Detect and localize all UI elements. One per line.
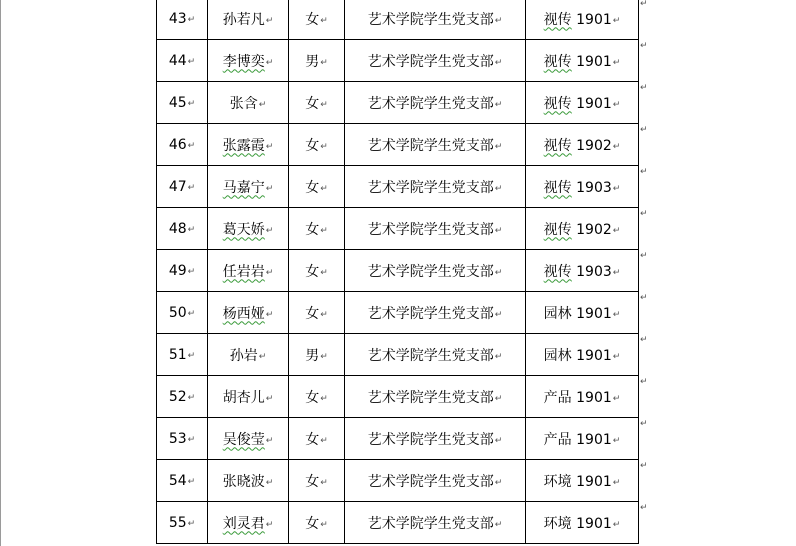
cell-end-mark: ↵: [265, 477, 274, 488]
cell-text: 男: [305, 347, 320, 364]
cell-text: 55: [168, 514, 187, 531]
cell-text: 1901: [576, 53, 612, 70]
cell-text: 45: [168, 94, 187, 111]
cell-end-mark: ↵: [612, 435, 621, 446]
cell-text: 艺术学院学生党支部: [367, 263, 494, 280]
table-row: [157, 82, 639, 124]
cell-name: [208, 250, 289, 292]
cell-class: [526, 0, 639, 40]
row-end-mark: ↵: [640, 0, 648, 9]
cell-end-mark: ↵: [265, 141, 274, 152]
cell-end-mark: ↵: [494, 57, 503, 68]
cell-class: [526, 376, 639, 418]
cell-end-mark: ↵: [187, 140, 196, 151]
cell-gender: [289, 334, 345, 376]
cell-end-mark: ↵: [494, 15, 503, 26]
cell-class: [526, 502, 639, 544]
cell-name: [208, 124, 289, 166]
cell-end-mark: ↵: [258, 99, 267, 110]
cell-text: 52: [168, 388, 187, 405]
cell-end-mark: ↵: [187, 350, 196, 361]
table-row: [157, 166, 639, 208]
cell-class: [526, 292, 639, 334]
cell-number: [157, 292, 208, 334]
cell-end-mark: ↵: [494, 183, 503, 194]
cell-text: 胡杏儿: [222, 389, 265, 406]
cell-gender: [289, 250, 345, 292]
cell-number: [157, 0, 208, 40]
row-end-mark: ↵: [640, 167, 648, 177]
cell-text: 刘灵君: [222, 515, 265, 532]
cell-text: 女: [305, 137, 320, 154]
cell-text: 1902: [576, 221, 612, 238]
cell-end-mark: ↵: [187, 392, 196, 403]
cell-text: 女: [305, 263, 320, 280]
cell-text: 艺术学院学生党支部: [367, 179, 494, 196]
cell-text: 47: [168, 178, 187, 195]
cell-text: 艺术学院学生党支部: [367, 137, 494, 154]
page-left-edge: [0, 0, 1, 546]
cell-gender: [289, 40, 345, 82]
cell-text: 女: [305, 11, 320, 28]
row-end-mark: ↵: [640, 377, 648, 387]
cell-class: [526, 208, 639, 250]
cell-end-mark: ↵: [320, 99, 328, 110]
cell-end-mark: ↵: [612, 393, 621, 404]
cell-number: [157, 40, 208, 82]
cell-branch: [345, 166, 526, 208]
cell-gender: [289, 166, 345, 208]
member-table: [156, 0, 639, 544]
cell-text: 1901: [576, 431, 612, 448]
cell-text: 艺术学院学生党支部: [367, 473, 494, 490]
cell-text: 1901: [576, 305, 612, 322]
cell-end-mark: ↵: [494, 393, 503, 404]
cell-gender: [289, 292, 345, 334]
cell-class: [526, 418, 639, 460]
cell-gender: [289, 82, 345, 124]
cell-text: 艺术学院学生党支部: [367, 221, 494, 238]
cell-number: [157, 250, 208, 292]
cell-text: 49: [168, 262, 187, 279]
cell-name: [208, 376, 289, 418]
cell-branch: [345, 334, 526, 376]
cell-text: 产品: [543, 389, 572, 406]
table-row: [157, 334, 639, 376]
cell-text: 张含: [229, 95, 258, 112]
cell-end-mark: ↵: [612, 141, 621, 152]
cell-branch: [345, 376, 526, 418]
cell-text: 孙岩: [229, 347, 258, 364]
cell-branch: [345, 418, 526, 460]
cell-number: [157, 82, 208, 124]
cell-branch: [345, 40, 526, 82]
cell-end-mark: ↵: [320, 351, 328, 362]
cell-text: 51: [168, 346, 187, 363]
cell-end-mark: ↵: [187, 434, 196, 445]
cell-text: 女: [305, 221, 320, 238]
row-end-mark: ↵: [640, 293, 648, 303]
cell-end-mark: ↵: [187, 518, 196, 529]
cell-end-mark: ↵: [320, 15, 328, 26]
table-row: [157, 292, 639, 334]
cell-gender: [289, 124, 345, 166]
row-end-mark: ↵: [640, 209, 648, 219]
table-row: [157, 376, 639, 418]
cell-end-mark: ↵: [320, 141, 328, 152]
cell-branch: [345, 250, 526, 292]
cell-end-mark: ↵: [320, 267, 328, 278]
cell-end-mark: ↵: [320, 393, 328, 404]
cell-end-mark: ↵: [612, 477, 621, 488]
cell-text: 视传: [543, 221, 572, 238]
cell-end-mark: ↵: [265, 435, 274, 446]
cell-text: 48: [168, 220, 187, 237]
cell-text: 1901: [576, 389, 612, 406]
cell-branch: [345, 82, 526, 124]
cell-gender: [289, 460, 345, 502]
cell-gender: [289, 418, 345, 460]
cell-text: 张露霞: [222, 137, 265, 154]
cell-text: 园林: [543, 347, 572, 364]
cell-name: [208, 208, 289, 250]
cell-text: 44: [168, 52, 187, 69]
cell-text: 女: [305, 179, 320, 196]
cell-end-mark: ↵: [612, 351, 621, 362]
cell-text: 视传: [543, 263, 572, 280]
cell-text: 马嘉宁: [222, 179, 265, 196]
cell-end-mark: ↵: [494, 141, 503, 152]
cell-text: 1901: [576, 95, 612, 112]
cell-text: 环境: [543, 515, 572, 532]
cell-end-mark: ↵: [320, 435, 328, 446]
table-row: [157, 502, 639, 544]
cell-end-mark: ↵: [494, 309, 503, 320]
cell-name: [208, 166, 289, 208]
table-row: [157, 0, 639, 40]
cell-name: [208, 460, 289, 502]
cell-text: 艺术学院学生党支部: [367, 431, 494, 448]
cell-end-mark: ↵: [187, 266, 196, 277]
cell-end-mark: ↵: [320, 309, 328, 320]
cell-text: 环境: [543, 473, 572, 490]
cell-text: 女: [305, 95, 320, 112]
cell-number: [157, 334, 208, 376]
cell-end-mark: ↵: [187, 98, 196, 109]
cell-branch: [345, 208, 526, 250]
cell-number: [157, 376, 208, 418]
cell-text: 张晓波: [222, 473, 265, 490]
cell-class: [526, 124, 639, 166]
cell-end-mark: ↵: [320, 57, 328, 68]
cell-branch: [345, 124, 526, 166]
cell-text: 女: [305, 431, 320, 448]
cell-end-mark: ↵: [187, 56, 196, 67]
cell-text: 产品: [543, 431, 572, 448]
cell-text: 园林: [543, 305, 572, 322]
cell-branch: [345, 460, 526, 502]
table-row: [157, 124, 639, 166]
cell-end-mark: ↵: [320, 225, 328, 236]
row-end-mark: ↵: [640, 41, 648, 51]
cell-text: 艺术学院学生党支部: [367, 53, 494, 70]
row-end-mark: ↵: [640, 251, 648, 261]
cell-end-mark: ↵: [494, 99, 503, 110]
cell-text: 吴俊莹: [222, 431, 265, 448]
cell-text: 43: [168, 10, 187, 27]
cell-end-mark: ↵: [187, 182, 196, 193]
cell-gender: [289, 376, 345, 418]
cell-text: 男: [305, 53, 320, 70]
cell-end-mark: ↵: [494, 351, 503, 362]
row-end-mark: ↵: [640, 83, 648, 93]
cell-gender: [289, 502, 345, 544]
cell-name: [208, 82, 289, 124]
cell-number: [157, 418, 208, 460]
cell-text: 女: [305, 473, 320, 490]
row-end-mark: ↵: [640, 461, 648, 471]
cell-end-mark: ↵: [258, 351, 267, 362]
cell-end-mark: ↵: [494, 435, 503, 446]
cell-end-mark: ↵: [612, 15, 621, 26]
cell-text: 53: [168, 430, 187, 447]
cell-text: 杨西娅: [222, 305, 265, 322]
cell-text: 视传: [543, 11, 572, 28]
cell-text: 1901: [576, 11, 612, 28]
cell-text: 1903: [576, 179, 612, 196]
cell-end-mark: ↵: [187, 308, 196, 319]
cell-gender: [289, 0, 345, 40]
cell-end-mark: ↵: [265, 57, 274, 68]
cell-name: [208, 0, 289, 40]
table-row: [157, 40, 639, 82]
cell-end-mark: ↵: [265, 183, 274, 194]
cell-number: [157, 502, 208, 544]
cell-name: [208, 334, 289, 376]
cell-end-mark: ↵: [612, 309, 621, 320]
cell-name: [208, 292, 289, 334]
cell-end-mark: ↵: [612, 519, 621, 530]
cell-end-mark: ↵: [612, 99, 621, 110]
cell-gender: [289, 208, 345, 250]
cell-text: 艺术学院学生党支部: [367, 95, 494, 112]
cell-text: 46: [168, 136, 187, 153]
cell-text: 1901: [576, 515, 612, 532]
cell-end-mark: ↵: [494, 519, 503, 530]
cell-name: [208, 502, 289, 544]
cell-end-mark: ↵: [612, 183, 621, 194]
cell-end-mark: ↵: [320, 519, 328, 530]
table-row: [157, 250, 639, 292]
cell-text: 葛天娇: [222, 221, 265, 238]
cell-end-mark: ↵: [187, 224, 196, 235]
row-end-mark: ↵: [640, 335, 648, 345]
cell-text: 1901: [576, 347, 612, 364]
cell-class: [526, 250, 639, 292]
cell-text: 女: [305, 305, 320, 322]
cell-end-mark: ↵: [494, 267, 503, 278]
cell-text: 艺术学院学生党支部: [367, 515, 494, 532]
cell-end-mark: ↵: [494, 225, 503, 236]
cell-text: 艺术学院学生党支部: [367, 305, 494, 322]
cell-text: 视传: [543, 137, 572, 154]
cell-class: [526, 334, 639, 376]
cell-number: [157, 124, 208, 166]
cell-end-mark: ↵: [265, 225, 274, 236]
table-row: [157, 460, 639, 502]
cell-branch: [345, 502, 526, 544]
cell-number: [157, 208, 208, 250]
cell-number: [157, 460, 208, 502]
member-table-body: [157, 0, 639, 544]
cell-end-mark: ↵: [265, 393, 274, 404]
cell-text: 50: [168, 304, 187, 321]
table-row: [157, 418, 639, 460]
cell-end-mark: ↵: [612, 225, 621, 236]
cell-end-mark: ↵: [265, 15, 274, 26]
cell-text: 女: [305, 515, 320, 532]
cell-name: [208, 418, 289, 460]
cell-end-mark: ↵: [612, 57, 621, 68]
cell-text: 视传: [543, 179, 572, 196]
cell-text: 视传: [543, 53, 572, 70]
row-end-mark: ↵: [640, 419, 648, 429]
table-row: [157, 208, 639, 250]
cell-text: 1903: [576, 263, 612, 280]
cell-end-mark: ↵: [187, 476, 196, 487]
cell-text: 视传: [543, 95, 572, 112]
cell-end-mark: ↵: [265, 309, 274, 320]
cell-class: [526, 460, 639, 502]
cell-number: [157, 166, 208, 208]
cell-end-mark: ↵: [320, 477, 328, 488]
cell-class: [526, 40, 639, 82]
cell-text: 女: [305, 389, 320, 406]
row-end-mark: ↵: [640, 503, 648, 513]
cell-end-mark: ↵: [265, 267, 274, 278]
cell-class: [526, 82, 639, 124]
cell-end-mark: ↵: [265, 519, 274, 530]
cell-branch: [345, 292, 526, 334]
cell-branch: [345, 0, 526, 40]
cell-end-mark: ↵: [494, 477, 503, 488]
cell-text: 54: [168, 472, 187, 489]
row-end-mark: ↵: [640, 125, 648, 135]
cell-class: [526, 166, 639, 208]
cell-text: 任岩岩: [222, 263, 265, 280]
cell-text: 艺术学院学生党支部: [367, 389, 494, 406]
cell-text: 李博奕: [222, 53, 265, 70]
cell-end-mark: ↵: [187, 14, 196, 25]
cell-name: [208, 40, 289, 82]
cell-text: 艺术学院学生党支部: [367, 347, 494, 364]
cell-text: 艺术学院学生党支部: [367, 11, 494, 28]
cell-text: 孙若凡: [222, 11, 265, 28]
cell-text: 1902: [576, 137, 612, 154]
cell-end-mark: ↵: [612, 267, 621, 278]
cell-end-mark: ↵: [320, 183, 328, 194]
cell-text: 1901: [576, 473, 612, 490]
